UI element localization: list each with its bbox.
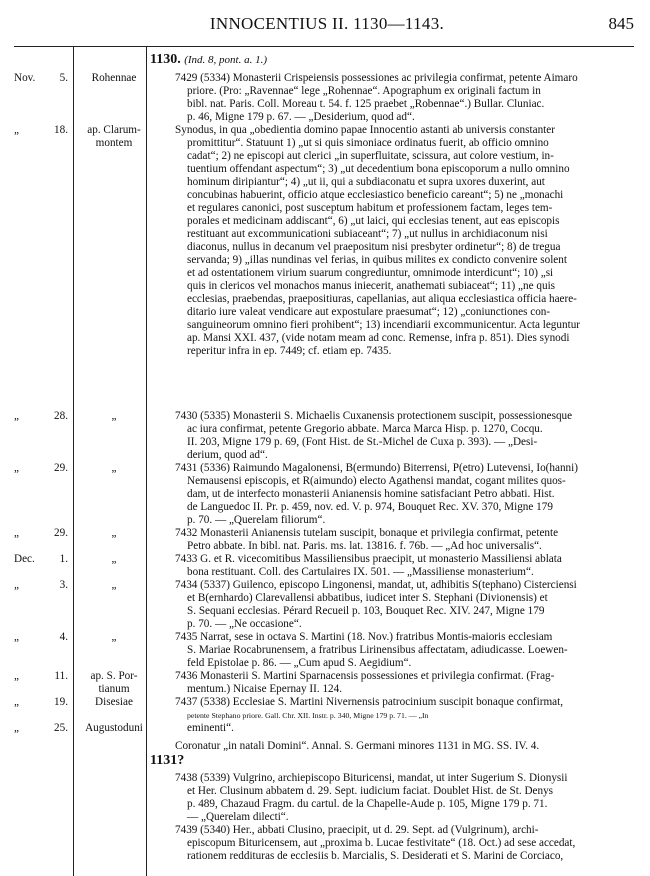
date-month: „ bbox=[14, 631, 19, 643]
entry-line: servanda; 9) „illas nundinas vel ferias, in quibus milites ex condicto convenire solent bbox=[187, 254, 567, 266]
year-note: (Ind. 8, pont. a. 1.) bbox=[184, 54, 268, 66]
date-month: „ bbox=[14, 462, 19, 474]
entry-line: 7436 Monasterii S. Martini Sparnacensis possessiones et privilegia confirmat. (Frag- bbox=[175, 670, 555, 682]
entry-line: 7431 (5336) Raimundo Magalonensi, B(ermundo) Biterrensi, P(etro) Lutevensi, Io(hanni) bbox=[175, 462, 578, 474]
date-month: „ bbox=[14, 670, 19, 682]
entry-line: sanguineorum omnino fieri prohibent“; 13) incendiarii excommunicentur. Acta leguntur bbox=[187, 319, 581, 331]
entry-line: feld Epistolae p. 86. — „Cum apud S. Aegidium“. bbox=[187, 657, 412, 669]
page-header bbox=[20, 14, 634, 36]
entry-line: ap. Mansi XXI. 437, (vide notam meam ad conc. Remense, infra p. 851). Dies synodi bbox=[187, 332, 570, 344]
entry-line: 7438 (5339) Vulgrino, archiepiscopo Bituricensi, mandat, ut inter Sugerium S. Dionysii bbox=[175, 772, 568, 784]
entry-line: ecclesias, praebendas, praepositiuras, capellanias, aut aliqua ecclesiastica officia haere- bbox=[187, 293, 577, 305]
entry-line: dam, ut de interfecto monasterii Anianensis homine satisfaciant Petro abbati. Hist. bbox=[187, 488, 555, 500]
date-day: 18. bbox=[54, 124, 68, 136]
entry-line: Nemausensi episcopis, et R(aimundo) electo Agathensi mandat, cogant milites quos- bbox=[187, 475, 566, 487]
place-name: Disesiae bbox=[95, 696, 133, 708]
entry-line: porales et medicinam addiscant“, 6) „ut laici, qui ecclesias tenent, aut eas episcopis bbox=[187, 215, 560, 227]
entry-line: 7434 (5337) Guilenco, episcopo Lingonensi, mandat, ut, adhibitis S(tephano) Cisterciensi bbox=[175, 579, 577, 591]
year-label: 1131? bbox=[150, 753, 185, 768]
entry-line: hominum diripiantur“; 4) „ut ii, qui a subdiaconatu et supra uxores duxerint, aut bbox=[187, 176, 545, 188]
place-name: „ bbox=[111, 462, 117, 474]
place-name: ap. Clarum- bbox=[87, 124, 141, 136]
entry-line: concubinas habuerint, officio atque ecclesiastico beneficio careant“; 5) ne „monachi bbox=[187, 189, 564, 201]
entry-line: 7439 (5340) Her., abbati Clusino, praecipit, ut d. 29. Sept. ad (Vulgrinum), archi- bbox=[175, 824, 539, 836]
date-day: 25. bbox=[54, 722, 68, 734]
date-month: „ bbox=[14, 722, 19, 734]
entry-line: 7432 Monasterii Anianensis tutelam suscipit, bonaque et privilegia confirmat, petente bbox=[175, 527, 559, 539]
entry-line: rationem reddituras de ecclesiis b. Marcialis, S. Desiderati et S. Marini de Corciaco, bbox=[187, 850, 564, 862]
place-name: Augustoduni bbox=[85, 722, 143, 734]
place-name: „ bbox=[111, 579, 117, 591]
entry-line: ditario iure valeat vendicare aut expostulare praesumat“; 12) „coniunctiones con- bbox=[187, 306, 551, 318]
column-divider-2 bbox=[146, 46, 147, 876]
date-month: Dec. bbox=[14, 553, 35, 565]
date-day: 29. bbox=[54, 527, 68, 539]
place-name: ap. S. Por- bbox=[90, 670, 138, 682]
entry-line: et B(ernhardo) Clarevallensi abbatibus, iudicet inter S. Stephani (Divionensis) et bbox=[187, 592, 548, 604]
entry-line: et Her. Clusinum abbatem d. 29. Sept. iudicium faciat. Doublet Hist. de St. Denys bbox=[187, 785, 554, 797]
entry-line: II. 203, Migne 179 p. 69, (Font Hist. de St.-Michel de Cuxa p. 393). — „Desi- bbox=[187, 436, 538, 448]
date-month: Nov. bbox=[14, 72, 36, 84]
entry-line: 7435 Narrat, sese in octava S. Martini (18. Nov.) fratribus Montis-maioris ecclesiam bbox=[175, 631, 553, 643]
entry-line: et regulares canonici, post susceptum habitum et professionem factam, leges tem- bbox=[187, 202, 553, 214]
entry-line: mentum.) Nicaise Epernay II. 124. bbox=[187, 683, 343, 695]
place-name: Rohennae bbox=[91, 72, 137, 84]
entry-line: diaconus, nullus in decanum vel praepositum nisi presbyter ordinetur“; 8) de tregua bbox=[187, 241, 561, 253]
entry-line: 7433 G. et R. vicecomitibus Massiliensibus praecipit, ut monasterio Massiliensi ablata bbox=[175, 553, 562, 565]
year-label: 1130. bbox=[150, 52, 181, 67]
entry-line: de Languedoc II. Pr. p. 459, nov. ed. V. p. 974, Bouquet Rec. XV. 370, Migne 179 bbox=[187, 501, 553, 513]
header-rule bbox=[14, 46, 634, 47]
running-title: INNOCENTIUS II. 1130—1143. bbox=[209, 14, 445, 33]
date-month: „ bbox=[14, 410, 19, 422]
entry-line: Synodus, in qua „obedientia domino papae Innocentio astanti ab universis constanter bbox=[175, 124, 555, 136]
entry-line: p. 46, Migne 179 p. 67. — „Desiderium, quod ad“. bbox=[187, 111, 415, 123]
date-month: „ bbox=[14, 696, 19, 708]
date-day: 1. bbox=[59, 553, 68, 565]
date-month: „ bbox=[14, 527, 19, 539]
entry-line: bona restituant. Coll. des Cartulaires IX. 501. — „Massiliense monasterium“. bbox=[187, 566, 534, 578]
column-divider-1 bbox=[73, 46, 74, 876]
entry-line: derium, quod ad“. bbox=[187, 449, 268, 461]
entry-line: episcopum Bituricensem, aut „proxima b. Lucae festivitate“ (18. Oct.) ad sese accedat, bbox=[187, 837, 576, 849]
entry-line: p. 489, Chazaud Fragm. du cartul. de la Chapelle-Aude p. 105, Migne 179 p. 71. bbox=[187, 798, 548, 810]
entry-line: reperitur infra in ep. 7449; cf. etiam ep. 7435. bbox=[187, 345, 392, 357]
place-name: „ bbox=[111, 631, 117, 643]
date-day: 29. bbox=[54, 462, 68, 474]
year-heading-1131 bbox=[150, 753, 184, 769]
entry-line: tuentium offendant aspectum“; 3) „ut decedentium bona episcoporum a nullo omnino bbox=[187, 163, 570, 175]
entry-line: S. Mariae Rocabrunensem, a fratribus Lirinensibus affectatam, adiudicasse. Loewen- bbox=[187, 644, 568, 656]
entry-line: bibl. nat. Paris. Coll. Moreau t. 54. f. 125 praebet „Robennae“.) Bullar. Cluniac. bbox=[187, 98, 545, 110]
entry-line: S. Sequani ecclesias. Pérard Recueil p. 103, Bouquet Rec. XIV. 247, Migne 179 bbox=[187, 605, 545, 617]
entry-line: restituant aut excommunicationi subiaceant“; 7) „ut nullus in archidiaconum nisi bbox=[187, 228, 548, 240]
place-name-cont: montem bbox=[95, 137, 133, 149]
date-day: 5. bbox=[59, 72, 68, 84]
date-day: 4. bbox=[59, 631, 68, 643]
date-day: 11. bbox=[54, 670, 68, 682]
entry-line: cadat“; 2) ne episcopi aut clerici „in superfluitate, scissura, aut colore vestium, in- bbox=[187, 150, 554, 162]
date-day: 3. bbox=[59, 579, 68, 591]
entry-line: 7429 (5334) Monasterii Crispeiensis possessiones ac privilegia confirmat, petente Aimaro bbox=[175, 72, 578, 84]
date-day: 19. bbox=[54, 696, 68, 708]
entry-line: 7430 (5335) Monasterii S. Michaelis Cuxanensis protectionem suscipit, possessionesque bbox=[175, 410, 573, 422]
place-name: „ bbox=[111, 553, 117, 565]
entry-line: quis in clericos vel monachos manus iniecerit, anathemati subiaceat“; 11) „ne quis bbox=[187, 280, 556, 292]
date-month: „ bbox=[14, 124, 19, 136]
entry-line: et ad ostentationem virium suarum congrediuntur, omnimode interdicunt“; 10) „si bbox=[187, 267, 554, 279]
entry-line: ac iura confirmat, petente Gregorio abbate. Marca Marca Hisp. p. 1270, Cocqu. bbox=[187, 423, 543, 435]
year-heading-1130 bbox=[150, 52, 267, 68]
entry-line: Coronatur „in natali Domini“. Annal. S. Germani minores 1131 in MG. SS. IV. 4. bbox=[175, 740, 540, 752]
entry-line: — „Querelam dilecti“. bbox=[187, 811, 289, 823]
entry-line: p. 70. — „Ne occasione“. bbox=[187, 618, 302, 630]
entry-line: p. 70. — „Querelam filiorum“. bbox=[187, 514, 326, 526]
entry-line: priore. (Pro: „Ravennae“ lege „Rohennae“. Apographum ex originali factum in bbox=[187, 85, 541, 97]
place-name: „ bbox=[111, 527, 117, 539]
entry-line: eminenti“. bbox=[187, 722, 234, 734]
page-number: 845 bbox=[608, 14, 634, 33]
entry-line: promittitur“. Statuunt 1) „ut si quis simoniace ordinatus fuerit, ab officio omnino bbox=[187, 137, 549, 149]
place-name: „ bbox=[111, 410, 117, 422]
place-name-cont: tianum bbox=[98, 683, 130, 695]
entry-line: petente Stephano priore. Gall. Chr. XII. Instr. p. 340, Migne 179 p. 71. — „In bbox=[187, 711, 429, 720]
date-day: 28. bbox=[54, 410, 68, 422]
entry-line: Petro abbate. In bibl. nat. Paris. ms. lat. 13816. f. 76b. — „Ad hoc universalis“. bbox=[187, 540, 542, 552]
entry-line: 7437 (5338) Ecclesiae S. Martini Nivernensis patrocinium suscipit bonaque confirmat, bbox=[175, 696, 564, 708]
date-month: „ bbox=[14, 579, 19, 591]
